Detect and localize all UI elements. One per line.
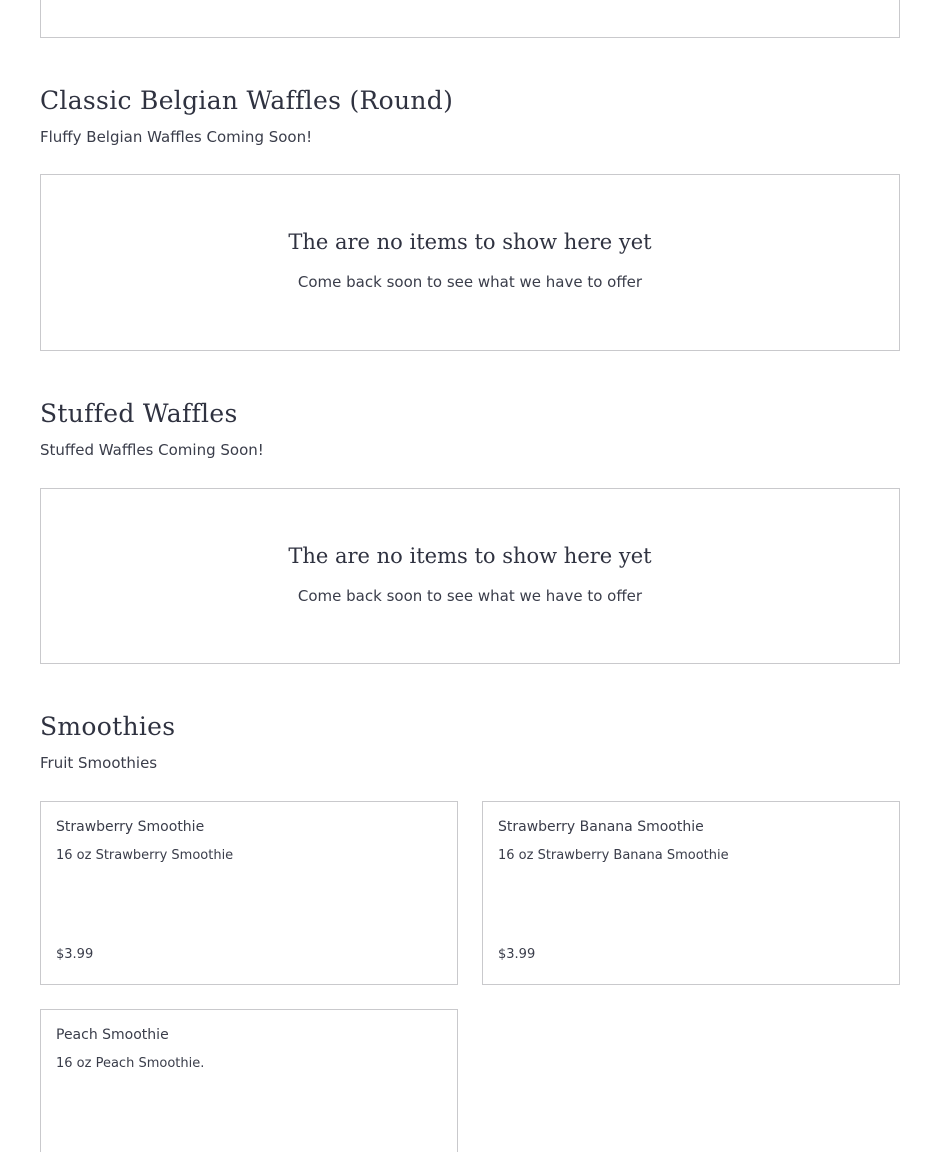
section-description: Fruit Smoothies: [40, 754, 158, 772]
menu-item-description: 16 oz Strawberry Smoothie: [56, 848, 234, 863]
menu-item-description: 16 oz Peach Smoothie.: [56, 1056, 205, 1071]
section-title: Classic Belgian Waffles (Round): [40, 86, 454, 115]
menu-item-name: Peach Smoothie: [56, 1027, 169, 1043]
section-description: Stuffed Waffles Coming Soon!: [40, 441, 264, 459]
menu-item-description: 16 oz Strawberry Banana Smoothie: [498, 848, 729, 863]
menu-item-card[interactable]: [40, 1009, 458, 1152]
menu-item-price: $3.99: [56, 947, 94, 962]
empty-state-subtitle: Come back soon to see what we have to offer: [297, 273, 643, 291]
menu-item-name: Strawberry Banana Smoothie: [498, 819, 704, 835]
menu-item-name: Strawberry Smoothie: [56, 819, 205, 835]
empty-state-box: [40, 488, 900, 664]
empty-state-title: The are no items to show here yet: [288, 544, 652, 568]
section-description: Fluffy Belgian Waffles Coming Soon!: [40, 128, 313, 146]
menu-item-card[interactable]: [482, 801, 900, 985]
menu-item-card[interactable]: [40, 801, 458, 985]
menu-item-price: $3.99: [498, 947, 536, 962]
section-title: Smoothies: [40, 712, 176, 741]
section-title: Stuffed Waffles: [40, 399, 238, 428]
previous-section-empty-box: [40, 0, 900, 38]
empty-state-subtitle: Come back soon to see what we have to offer: [297, 587, 643, 605]
empty-state-title: The are no items to show here yet: [288, 230, 652, 254]
empty-state-box: [40, 174, 900, 351]
